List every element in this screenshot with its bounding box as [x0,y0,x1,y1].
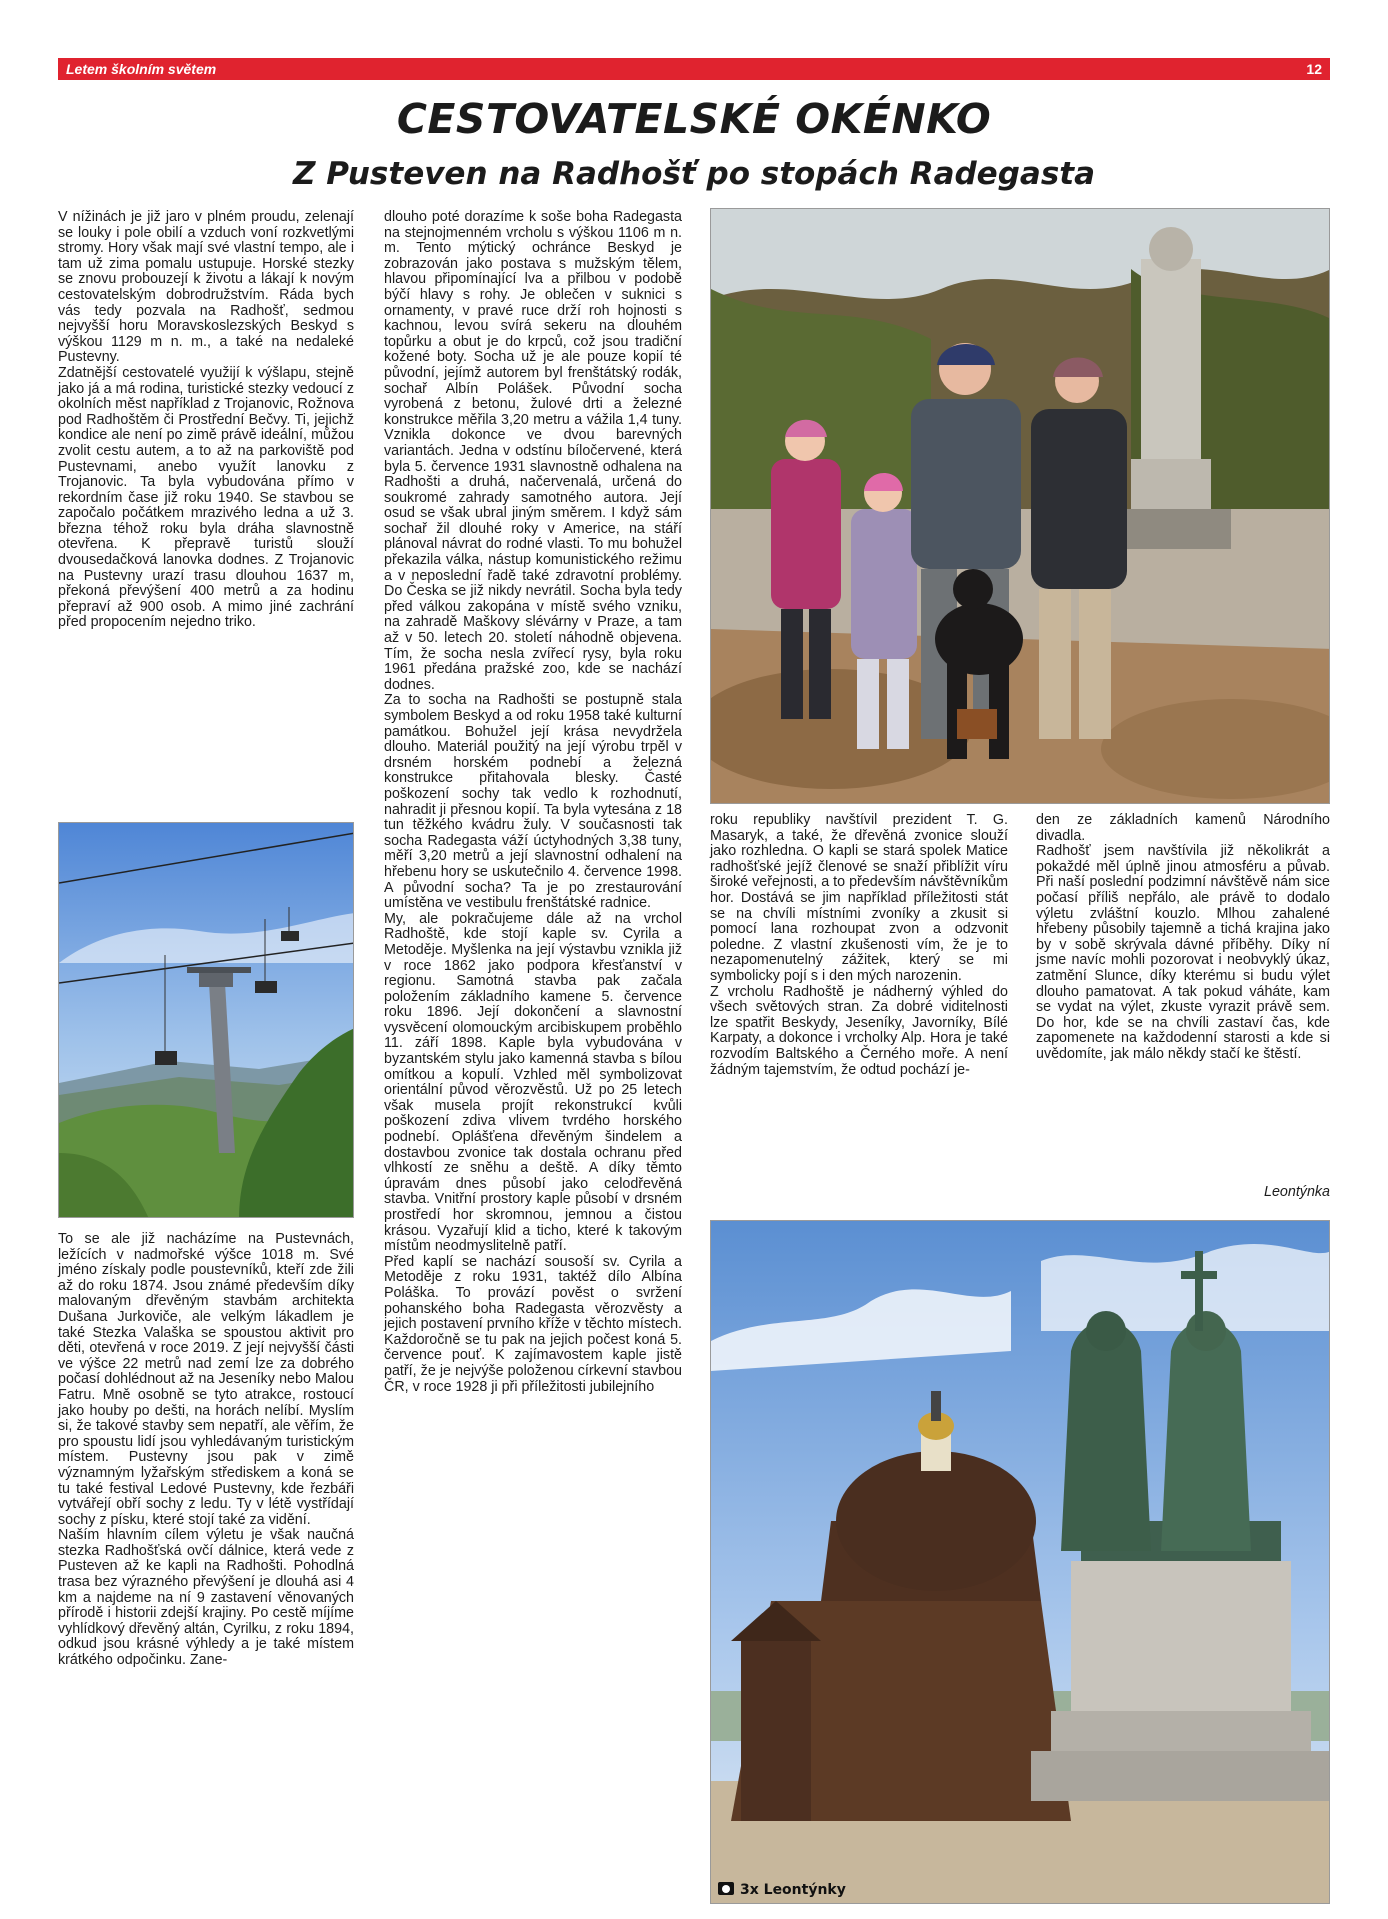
chairlift-illustration [59,823,354,1218]
column-1-bottom [58,1232,354,1669]
chairlift-photo [58,822,354,1218]
article-subtitle: Z Pusteven na Radhošť po stopách Radegasta [292,156,1096,192]
column-1-top [58,210,354,631]
paragraph: Před kaplí se nachází sousoší sv. Cyrila a Metoděje z roku 1931, taktéž dílo Albína Poláška. To provází pověst o svržení pohanského boha Radegasta věrozvěsty a jejich postavení prvního kříže v těchto místech. Každoročně se tu pak na jejich počest koná 5. července pouť. K zajímavostem kaple jistě patří, že je nejvýše položenou církevní stavbou ČR, v roce 1928 ji při příležitosti jubilejního [384,1253,682,1395]
column-4 [1036,813,1330,1063]
author-signature: Leontýnka [1264,1184,1330,1200]
page-number: 12 [1306,61,1322,77]
family-radegast-photo [710,208,1330,804]
camera-icon [718,1882,734,1895]
paragraph: dlouho poté dorazíme k soše boha Radegasta na stejnojmenném vrcholu s výškou 1106 m n. m. Tento mýtický ochránce Beskyd je zobrazován jako postava s mužským tělem, hlavou připomínající lva a přilbou v podobě býčí hlavy s rohy. Je oblečen v suknici s ornamenty, v pravé ruce drží roh hojnosti s kachnou, levou svírá sekeru na dlouhém topůrku a obut je do krpců, což jsou tradiční kožené boty. Socha už je ale pouze kopií té původní, jejímž autorem byl frenštátský rodák, sochař Albín Polášek. Původní socha vyrobená z betonu, žulové drti a železné konstrukce měřila 3,20 metru a vážila 1,4 tuny. Vznikla dokonce ve dvou barevných variantách. Jedna v odstínu bíločervené, která byla 5. července 1931 slavnostně odhalena na Radhošti a druhá, načervenalá, určená do soukromé zahrady samotného autora. Její osud se však ubral jiným směrem. I když sám sochař žil dlouhé roky v Americe, na stáří plánoval návrat do rodné vlasti. To mu bohužel překazila válka, nástup komunistického režimu a v neposlední řadě také zdravotní problémy. Do Česka se již nikdy nevrátil. Socha byla tedy před válkou zakopána v místě svého vzniku, na zahradě Maškovy slévárny v Praze, a tam až v 50. letech 20. století náhodně objevena. Tím, že socha nesla zvířecí rysy, byla roku 1961 předána pražské zoo, kde se nachází dodnes. [384,209,682,693]
section-name: Letem školním světem [66,61,217,77]
paragraph: Zdatnější cestovatelé využijí k výšlapu, stejně jako já a má rodina, turistické stezky vedoucí z okolních měst například z Trojanovic, Rožnova pod Radhoštěm či Prostřední Bečvy. Ti, jejichž kondice ale není po zimě právě ideální, můžou zvolit cestu autem, a to až na parkoviště pod Pustevnami, anebo využít lanovku z Trojanovic. Ta byla vybudována přímo v rekordním čase již roku 1940. Se stavbou se započalo počátkem mrazivého ledna a už 3. března téhož roku byla dráha slavnostně otevřena. K přepravě turistů slouží dvousedačková lanovka dodnes. Z Trojanovic na Pustevny urazí trasu dlouhou 1637 m, překoná převýšení 400 metrů a za hodinu přepraví až 900 osob. A mimo jiné zachrání před propocením nejedno triko. [58,364,354,631]
paragraph: To se ale již nacházíme na Pustevnách, ležících v nadmořské výšce 1018 m. Své jméno získaly podle poustevníků, kteří zde žili až do roku 1874. Jsou známé především díky malovaným dřevěným stavbám architekta Dušana Jurkoviče, ale velkým lákadlem je také Stezka Valaška se spoustou aktivit pro děti, otevřená v roce 2019. Z její nejvyšší části ve výšce 22 metrů nad zemí lze za dobrého počasí dohlédnout až na Jeseníky nebo Malou Fatru. Mně osobně se tyto atrakce, rostoucí jako houby po dešti, na horách nelíbí. Myslím si, že takové stavby sem nepatří, ale věřím, že pro spoustu lidí jsou vyhledávaným turistickým místem. Pustevny jsou pak v zimě významným lyžařským střediskem a koná se tu také festival Ledové Pustevny, kde řezbáři vytvářejí obří sochy z ledu. Ty v létě vystřídají sochy z písku, které stojí také za vidění. [58,1231,354,1528]
photo-credit-text: 3x Leontýnky [740,1882,846,1898]
chapel-illustration [711,1221,1330,1904]
paragraph: Za to socha na Radhošti se postupně stala symbolem Beskyd a od roku 1958 také kulturní památkou. Bohužel její krása nevydržela dlouho. Materiál použitý na její výrobu trpěl v drsném horském podnebí a železná konstrukce přitahovala blesky. Časté poškození sochy tak vedlo k rozhodnutí, nahradit ji přesnou kopií. Ta byla vytesána z 18 tun těžkého kvádru žuly. V současnosti tak socha Radegasta váží úctyhodných 3,38 tuny, měří 3,20 metrů a její slavnostní odhalení na hřebenu hory se uskutečnilo 4. července 1998. A původní socha? Ta je po zrestaurování umístěna ve vestibulu frenštátské radnice. [384,692,682,912]
section-header-bar [58,58,1330,80]
paragraph: V nížinách je již jaro v plném proudu, zelenají se louky i pole obilí a vzduch voní rozkvetlými stromy. Hory však mají své vlastní tempo, ale i tam už zima pomalu ustupuje. Horské stezky se znovu probouzejí k životu a lákají k novým cestovatelským dobrodružstvím. Ráda bych vás tedy pozvala na Radhošť, sedmou nejvyšší horu Moravskoslezských Beskyd s výškou 1129 m n. m., a také na nedaleké Pustevny. [58,209,354,366]
paragraph: den ze základních kamenů Národního divadla. [1036,812,1330,844]
article-title: CESTOVATELSKÉ OKÉNKO [396,95,992,143]
paragraph: roku republiky navštívil prezident T. G. Masaryk, a také, že dřevěná zvonice slouží jako rozhledna. O kapli se stará spolek Matice radhošťské jejíž členové se snaží přiblížit víru široké veřejnosti, a to především návštěvníkům hor. Dostává se jim například příležitosti stát se na chvíli místními zvoníky a zkusit si pomocí lana rozhoupat zvon a odzvonit poledne. Z vlastní zkušenosti vím, že je to nezapomenutelný zážitek, který se mi symbolicky pojí s i den mých narozenin. [710,812,1008,984]
photo-credit [718,1881,846,1899]
column-2 [384,210,682,1395]
paragraph: Radhošť jsem navštívila již několikrát a pokaždé měl úplně jinou atmosféru a půvab. Při naší poslední podzimní návštěvě nám sice počasí příliš nepřálo, ale právě to dodalo výletu zvláštní kouzlo. Mlhou zahalené hřebeny působily tajemně a tichá krajina jako by v sobě skrývala dávné příběhy. Díky ní jsme navíc mohli pozorovat i neobvyklý úkaz, zatmění Slunce, díky kterému si budu výlet dlouho pamatovat. A tak pokud váháte, kam se vydat na výlet, zkuste vyrazit právě sem. Do hor, kde se na chvíli zastaví čas, kde zapomenete na každodenní starosti a kde si uvědomíte, jak málo někdy stačí ke štěstí. [1036,843,1330,1062]
chapel-photo [710,1220,1330,1904]
paragraph: My, ale pokračujeme dále až na vrchol Radhoště, kde stojí kaple sv. Cyrila a Metoděje. Myšlenka na její výstavbu vznikla již v roce 1862 jako podpora křesťanství v regionu. Samotná stavba pak začala položením základního kamene 5. července roku 1896. Její dokončení a slavnostní vysvěcení olomouckým arcibiskupem proběhlo 11. září 1898. Kaple byla vybudována v byzantském stylu jako kamenná stavba s bílou omítkou a kopulí. Vzhled měl symbolizovat orientální původ věrozvěstů. Už po 25 letech však musela projít rekonstrukcí kvůli poškození zdiva vlivem tvrdého horského podnebí. Oplášťena dřevěným šindelem a dostavbou zvonice tak dostala ochranu před vlhkostí ze sněhu a deště. A díky těmto úpravám dnes působí jako celodřevěná stavba. Vnitřní prostory kaple působí v drsném prostředí hor skromnou, jemnou a čistou krásou. Vyzařují klid a ticho, které k takovým místům neodmyslitelně patří. [384,910,682,1255]
column-3 [710,813,1008,1078]
paragraph: Naším hlavním cílem výletu je však naučná stezka Radhošťská ovčí dálnice, která vede z Pusteven až ke kapli na Radhošti. Pohodlná trasa bez výrazného převýšení je dlouhá asi 4 km a najdeme na ní 9 zastavení věnovaných přírodě i historii zdejší krajiny. Po cestě míjíme vyhlídkový dřevěný altán, Cyrilku, z roku 1894, odkud jsou krásné výhledy a je také místem krátkého odpočinku. Zane- [58,1527,354,1669]
paragraph: Z vrcholu Radhoště je nádherný výhled do všech světových stran. Za dobré viditelnosti lze spatřit Beskydy, Jeseníky, Javorníky, Bílé Karpaty, a dokonce i vrcholky Alp. Hora je také rozvodím Baltského a Černého moře. A není žádným tajemstvím, že odtud pochází je- [710,983,1008,1078]
family-illustration [711,209,1330,804]
